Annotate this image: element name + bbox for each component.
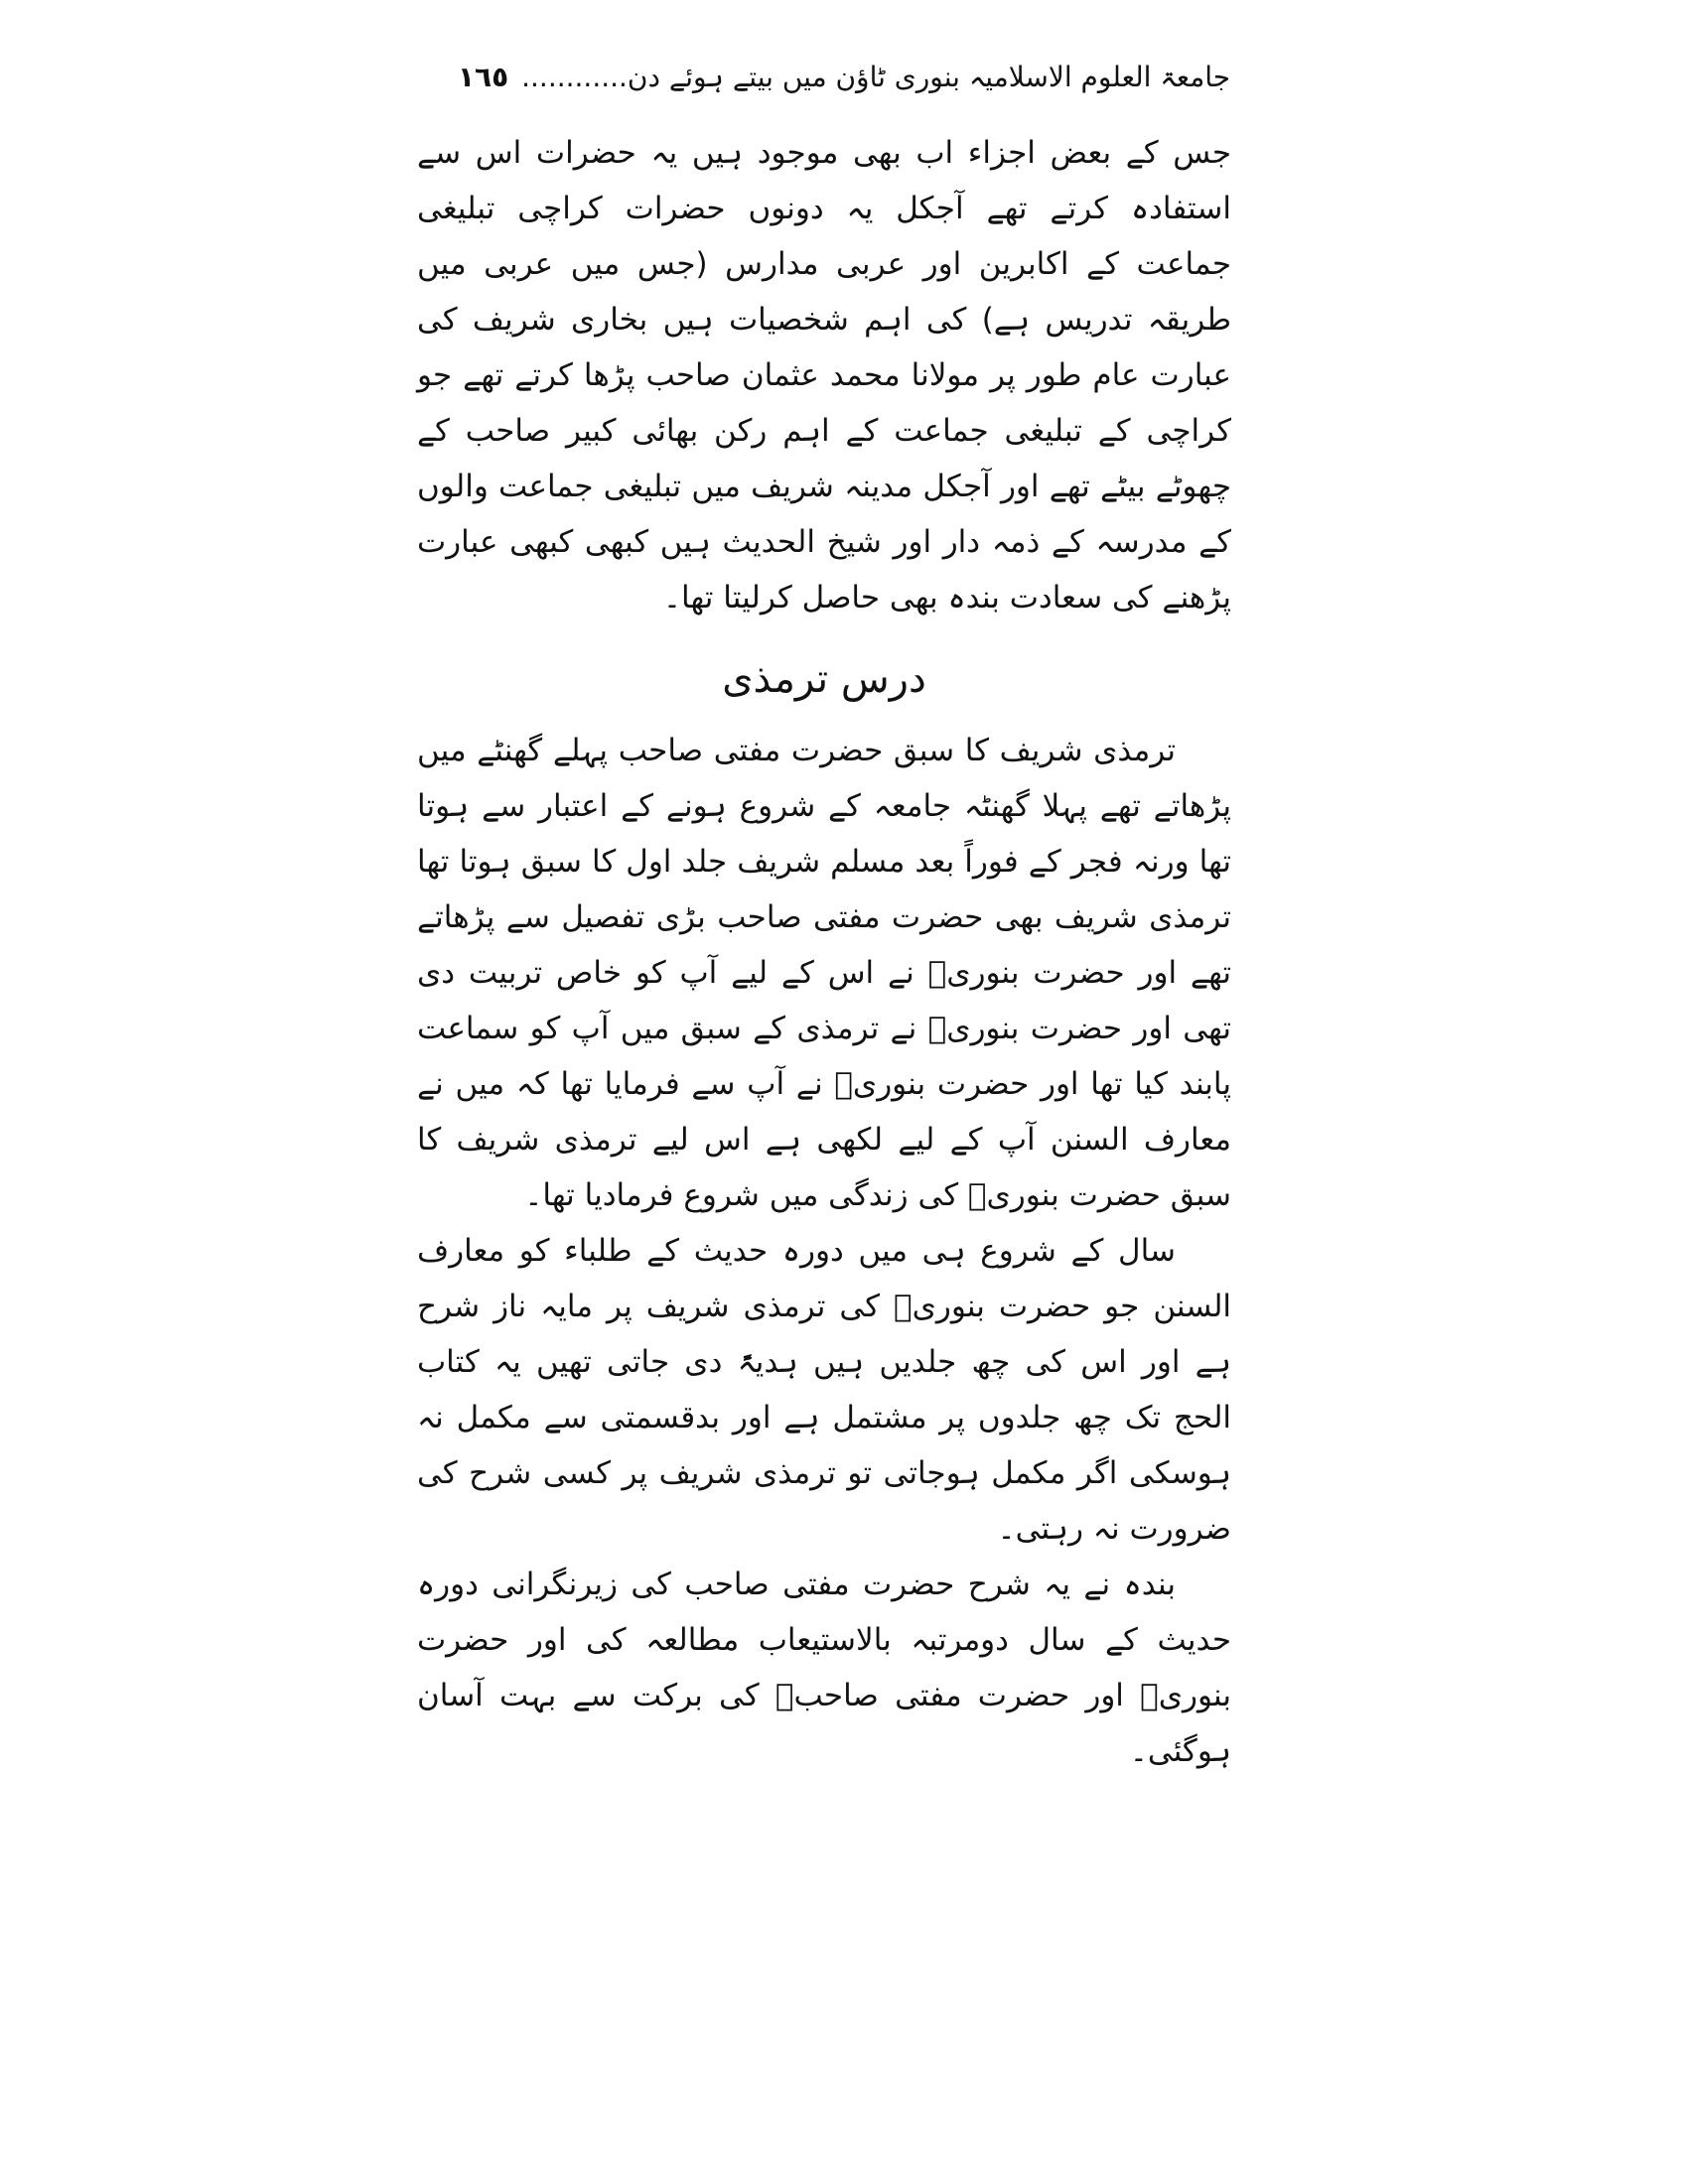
paragraph-3: بندہ نے یہ شرح حضرت مفتی صاحب کی زیرنگرانی دورہ حدیث کے سال دومرتبہ بالاستیعاب مطالعہ کی اور حضرت بنوریؒ اور حضرت مفتی صاحبؒ کی برکت سے بہت آسان ہوگئی۔ [417,1567,1231,1769]
page-number: ١٦٥ [457,61,509,93]
paragraph-2: سال کے شروع ہی میں دورہ حدیث کے طلباء کو معارف السنن جو حضرت بنوریؒ کی ترمذی شریف پر مایہ ناز شرح ہے اور اس کی چھ جلدیں ہیں ہدیۃً دی جاتی تھیں یہ کتاب الحج تک چھ جلدوں پر مشتمل ہے اور بدقسمتی سے مکمل نہ ہوسکی اگر مکمل ہوجاتی تو ترمذی شریف پر کسی شرح کی ضرورت نہ رہتی۔ [417,1233,1231,1547]
section-heading: درس ترمذی [722,656,926,702]
running-header [417,58,1271,97]
header-title: جامعۃ العلوم الاسلامیہ بنوری ٹاؤن میں بیتے ہوئے دن............ [521,61,1231,93]
intro-paragraph: جس کے بعض اجزاء اب بھی موجود ہیں یہ حضرات اس سے استفادہ کرتے تھے آجکل یہ دونوں حضرات کراچی تبلیغی جماعت کے اکابرین اور عربی مدارس (جس میں عربی میں طریقہ تدریس ہے) کی اہم شخصیات ہیں بخاری شریف کی عبارت عام طور پر مولانا محمد عثمان صاحب پڑھا کرتے تھے جو کراچی کے تبلیغی جماعت کے اہم رکن بھائی کبیر صاحب کے چھوٹے بیٹے تھے اور آجکل مدینہ شریف میں تبلیغی جماعت والوں کے مدرسہ کے ذمہ دار اور شیخ الحدیث ہیں کبھی کبھی عبارت پڑھنے کی سعادت بندہ بھی حاصل کرلیتا تھا۔ [417,135,1231,615]
paragraph-1: ترمذی شریف کا سبق حضرت مفتی صاحب پہلے گھنٹے میں پڑھاتے تھے پہلا گھنٹہ جامعہ کے شروع ہونے کے اعتبار سے ہوتا تھا ورنہ فجر کے فوراً بعد مسلم شریف جلد اول کا سبق ہوتا تھا ترمذی شریف بھی حضرت مفتی صاحب بڑی تفصیل سے پڑھاتے تھے اور حضرت بنوریؒ نے اس کے لیے آپ کو خاص تربیت دی تھی اور حضرت بنوریؒ نے ترمذی کے سبق میں آپ کو سماعت پابند کیا تھا اور حضرت بنوریؒ نے آپ سے فرمایا تھا کہ میں نے معارف السنن آپ کے لیے لکھی ہے اس لیے ترمذی شریف کا سبق حضرت بنوریؒ کی زندگی میں شروع فرمادیا تھا۔ [417,733,1231,1213]
body-text [417,125,1231,1779]
